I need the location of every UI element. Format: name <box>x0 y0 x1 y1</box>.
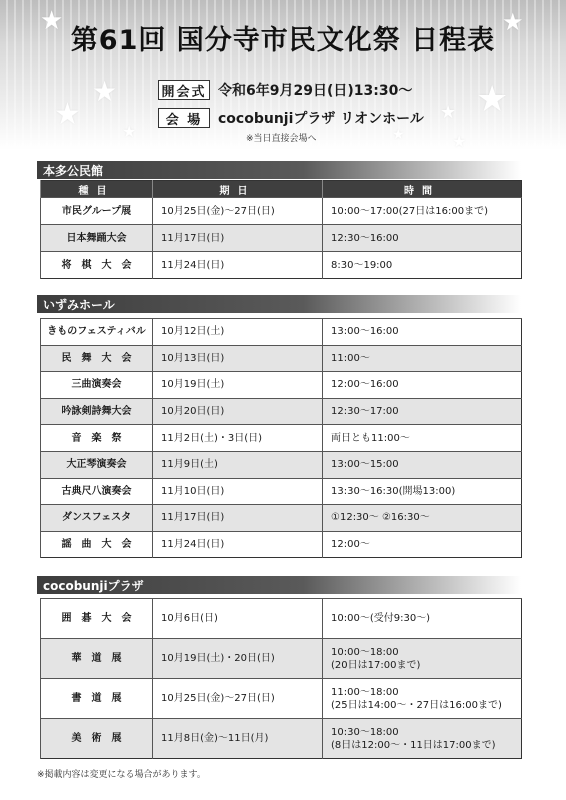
event-name: 吟詠剣詩舞大会 <box>41 398 153 425</box>
opening-ceremony-row <box>158 79 412 101</box>
header-banner <box>0 0 566 150</box>
event-time: 10:00～17:00(27日は16:00まで) <box>323 198 522 225</box>
star-icon: ★ <box>440 102 457 123</box>
event-time-main: 10:00～18:00 <box>331 646 399 658</box>
event-name: 囲 碁 大 会 <box>41 599 153 639</box>
event-date: 10月12日(土) <box>153 319 323 346</box>
table-row <box>41 599 522 639</box>
event-date: 11月24日(日) <box>153 252 323 279</box>
event-name: 音 楽 祭 <box>41 425 153 452</box>
section-title: いずみホール <box>37 295 521 313</box>
venue-value: cocobunjiプラザ リオンホール <box>218 111 424 127</box>
event-name: 古典尺八演奏会 <box>41 478 153 505</box>
star-icon: ★ <box>54 97 81 132</box>
schedule-table <box>40 180 522 279</box>
table-row <box>41 679 522 719</box>
event-name: ダンスフェスタ <box>41 505 153 532</box>
event-time-main: 10:00～(受付9:30～) <box>331 613 431 624</box>
star-icon: ★ <box>40 6 64 36</box>
column-header-date: 期日 <box>153 181 323 198</box>
event-name: 三曲演奏会 <box>41 372 153 399</box>
schedule-table <box>40 598 522 759</box>
event-time: 13:00～16:00 <box>323 319 522 346</box>
table-row <box>41 451 522 478</box>
event-name: 将 棋 大 会 <box>41 252 153 279</box>
star-icon: ★ <box>122 122 137 141</box>
venue-note: ※当日直接会場へ <box>246 134 317 144</box>
event-time <box>323 679 522 719</box>
table-row <box>41 345 522 372</box>
event-time: 12:30～16:00 <box>323 225 522 252</box>
event-time: 両日とも11:00～ <box>323 425 522 452</box>
event-time: 11:00～ <box>323 345 522 372</box>
event-time: 12:30～17:00 <box>323 398 522 425</box>
event-date: 11月10日(日) <box>153 478 323 505</box>
table-row <box>41 198 522 225</box>
event-date: 11月24日(日) <box>153 531 323 558</box>
event-date: 10月19日(土) <box>153 372 323 399</box>
opening-ceremony-label: 開会式 <box>158 80 210 100</box>
event-date: 11月8日(金)～11日(月) <box>153 719 323 759</box>
event-time: ①12:30～ ②16:30～ <box>323 505 522 532</box>
venue-row <box>158 107 424 129</box>
table-header-row <box>41 181 522 198</box>
section-title: 本多公民館 <box>37 161 521 179</box>
event-time <box>323 719 522 759</box>
star-icon: ★ <box>392 127 405 143</box>
event-time: 8:30～19:00 <box>323 252 522 279</box>
event-date: 11月17日(日) <box>153 505 323 532</box>
schedule-table <box>40 318 522 558</box>
event-name: 大正琴演奏会 <box>41 451 153 478</box>
event-time-main: 11:00～18:00 <box>331 686 399 698</box>
venue-label: 会 場 <box>158 108 210 128</box>
event-name: 華 道 展 <box>41 639 153 679</box>
event-time: 12:00～16:00 <box>323 372 522 399</box>
event-date: 10月25日(金)～27日(日) <box>153 198 323 225</box>
event-date: 11月17日(日) <box>153 225 323 252</box>
star-icon: ★ <box>92 75 118 108</box>
star-icon: ★ <box>502 8 524 36</box>
page-title: 第61回 国分寺市民文化祭 日程表 <box>70 25 496 56</box>
opening-ceremony-value: 令和6年9月29日(日)13:30～ <box>218 83 413 99</box>
event-name: 謡 曲 大 会 <box>41 531 153 558</box>
table-row <box>41 319 522 346</box>
event-date: 11月2日(土)・3日(日) <box>153 425 323 452</box>
table-row <box>41 639 522 679</box>
table-row <box>41 398 522 425</box>
column-header-event: 種目 <box>41 181 153 198</box>
event-date: 10月6日(日) <box>153 599 323 639</box>
event-name: 日本舞踊大会 <box>41 225 153 252</box>
table-row <box>41 252 522 279</box>
event-time: 13:00～15:00 <box>323 451 522 478</box>
event-name: 市民グループ展 <box>41 198 153 225</box>
section-title: cocobunjiプラザ <box>37 576 521 594</box>
event-name: きものフェスティバル <box>41 319 153 346</box>
event-name: 書 道 展 <box>41 679 153 719</box>
event-date: 10月19日(土)・20日(日) <box>153 639 323 679</box>
table-row <box>41 225 522 252</box>
event-date: 11月9日(土) <box>153 451 323 478</box>
star-icon: ★ <box>452 132 467 151</box>
event-time: 12:00～ <box>323 531 522 558</box>
footnote: ※掲載内容は変更になる場合があります。 <box>37 770 206 780</box>
event-date: 10月20日(日) <box>153 398 323 425</box>
event-date: 10月13日(日) <box>153 345 323 372</box>
event-time <box>323 639 522 679</box>
table-row <box>41 719 522 759</box>
star-icon: ★ <box>476 79 509 120</box>
table-row <box>41 425 522 452</box>
event-date: 10月25日(金)～27日(日) <box>153 679 323 719</box>
table-row <box>41 478 522 505</box>
event-time-note: (8日は12:00～・11日は17:00まで) <box>331 739 496 751</box>
event-time-note: (20日は17:00まで) <box>331 659 421 671</box>
column-header-time: 時間 <box>323 181 522 198</box>
event-name: 民 舞 大 会 <box>41 345 153 372</box>
event-time: 13:30～16:30(開場13:00) <box>323 478 522 505</box>
event-time-main: 10:30～18:00 <box>331 726 399 738</box>
event-time <box>323 599 522 639</box>
event-name: 美 術 展 <box>41 719 153 759</box>
table-row <box>41 372 522 399</box>
table-row <box>41 505 522 532</box>
table-row <box>41 531 522 558</box>
event-time-note: (25日は14:00～・27日は16:00まで) <box>331 699 502 711</box>
